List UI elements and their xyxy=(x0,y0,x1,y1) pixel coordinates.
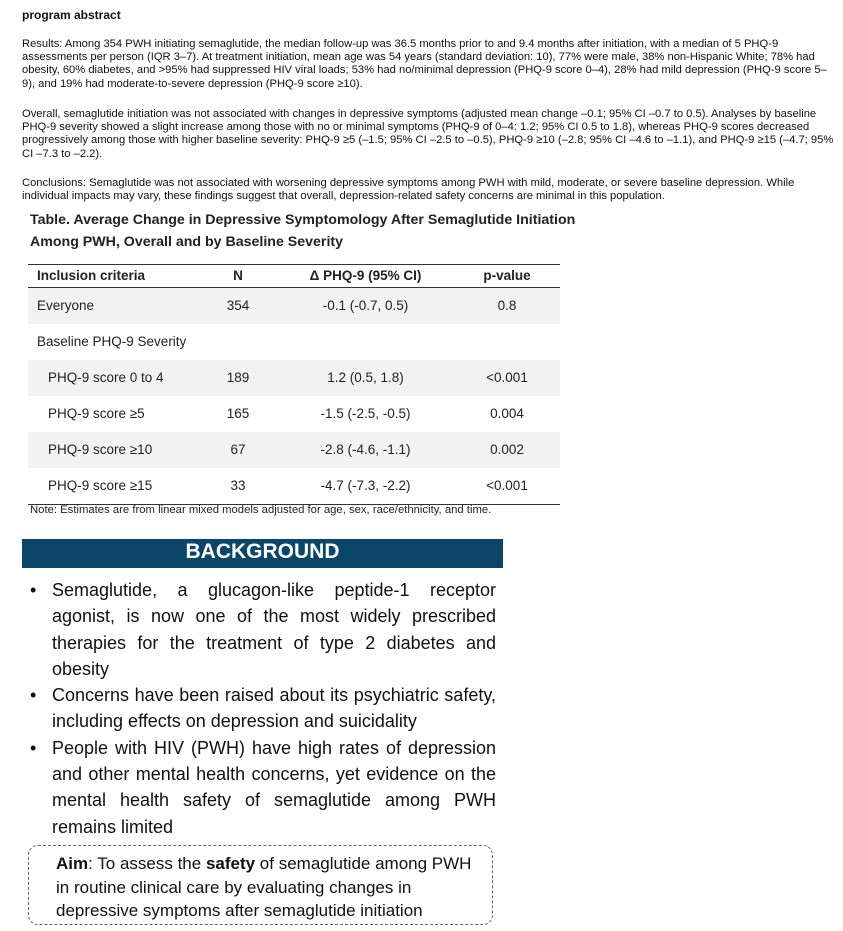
row-criteria: PHQ-9 score ≥10 xyxy=(48,442,153,457)
aim-emphasis: safety xyxy=(205,854,256,873)
header-p-value: p-value xyxy=(483,268,531,283)
row-criteria: PHQ-9 score ≥15 xyxy=(48,478,153,493)
bullet-text: Concerns have been raised about its psychiatric safety, including effects on depression and suicidality xyxy=(52,685,496,732)
row-criteria: Everyone xyxy=(37,298,95,313)
bullet-icon: • xyxy=(30,685,37,706)
row-n: 189 xyxy=(226,370,250,385)
row-p-value: <0.001 xyxy=(486,370,528,385)
bullet-text: People with HIV (PWH) have high rates of depression and other mental health concerns, yet evidence on the mental health safety of semaglutide among PWH remains limited xyxy=(52,737,496,837)
row-p-value: 0.002 xyxy=(490,442,524,457)
row-delta: 1.2 (0.5, 1.8) xyxy=(327,370,404,385)
table-row xyxy=(28,468,560,505)
table-row xyxy=(28,432,560,468)
row-delta: -0.1 (-0.7, 0.5) xyxy=(322,298,409,313)
row-criteria: PHQ-9 score 0 to 4 xyxy=(48,370,164,385)
table-header-row xyxy=(28,264,560,288)
bullet-icon: • xyxy=(30,737,37,758)
list-item xyxy=(30,577,496,682)
list-item xyxy=(30,682,496,735)
table-title-line-1: Table. Average Change in Depressive Symptomology After Semaglutide Initiation xyxy=(30,212,576,228)
row-delta: -4.7 (-7.3, -2.2) xyxy=(320,478,411,493)
background-title: BACKGROUND xyxy=(185,540,340,563)
row-n: 67 xyxy=(230,442,246,457)
row-p-value: 0.004 xyxy=(490,406,524,421)
table-row xyxy=(28,288,560,324)
row-delta: -2.8 (-4.6, -1.1) xyxy=(320,442,411,457)
table-section-row xyxy=(28,324,560,360)
aim-text-a: : To assess the xyxy=(88,854,206,873)
background-bullet-list xyxy=(30,577,496,840)
table-row xyxy=(28,396,560,432)
row-n: 33 xyxy=(230,478,246,493)
results-table xyxy=(28,264,560,505)
table-note: Note: Estimates are from linear mixed models adjusted for age, sex, race/ethnicity, and time. xyxy=(30,504,492,516)
bullet-icon: • xyxy=(30,580,37,600)
aim-label: Aim xyxy=(56,854,89,873)
abstract-heading: program abstract xyxy=(22,8,121,22)
list-item xyxy=(30,735,496,840)
row-p-value: 0.8 xyxy=(497,298,517,313)
aim-text-b: of semaglutide among PWH in routine clinical care by evaluating changes in depressive symptoms after semaglutide initiation xyxy=(56,854,472,920)
section-label: Baseline PHQ-9 Severity xyxy=(37,334,187,349)
header-inclusion-criteria: Inclusion criteria xyxy=(37,268,146,283)
row-criteria: PHQ-9 score ≥5 xyxy=(48,406,145,421)
header-delta-phq9: Δ PHQ-9 (95% CI) xyxy=(309,268,422,283)
table-title-line-2: Among PWH, Overall and by Baseline Severity xyxy=(30,234,344,250)
row-n: 354 xyxy=(226,298,250,313)
table-title xyxy=(30,209,590,253)
bullet-text: Semaglutide, a glucagon-like peptide-1 receptor agonist, is now one of the most widely prescribed therapies for the treatment of type 2 diabetes and obesity xyxy=(52,580,496,679)
header-n: N xyxy=(233,268,243,283)
overall-paragraph: Overall, semaglutide initiation was not associated with changes in depressive symptoms (adjusted mean change –0.1; 95% CI –0.7 to 0.5). Analyses by baseline PHQ-9 severity showed a slight increase among those with no or minimal symptoms (PHQ-9 of 0–4: 1.2; 95% CI 0.5 to 1.8), whereas PHQ-9 scores decreased progressively among those with higher baseline severity: PHQ-9 ≥5 (–1.5; 95% CI –2.5 to –0.5), PHQ-9 ≥10 (–2.8; 95% CI –4.6 to –1.1), and PHQ-9 ≥15 (–4.7; 95% CI –7.3 to –2.2). xyxy=(22,108,834,160)
row-p-value: <0.001 xyxy=(486,478,528,493)
row-delta: -1.5 (-2.5, -0.5) xyxy=(320,406,411,421)
results-paragraph: Results: Among 354 PWH initiating semaglutide, the median follow-up was 36.5 months prior to and 9.4 months after initiation, with a median of 5 PHQ-9 assessments per person (IQR 3–7). At treatment initiation, mean age was 54 years (standard deviation: 10), 77% were male, 38% non-Hispanic White; 78% had obesity, 60% diabetes, and >95% had suppressed HIV viral loads; 53% had no/minimal depression (PHQ-9 score 0–4), 28% had mild depression (PHQ-9 score 5–9), and 19% had moderate-to-severe depression (PHQ-9 score ≥10). xyxy=(22,38,827,90)
conclusions-paragraph: Conclusions: Semaglutide was not associated with worsening depressive symptoms among PWH with mild, moderate, or severe baseline depression. While individual impacts may vary, these findings suggest that overall, depression-related safety concerns are minimal in this population. xyxy=(22,177,795,203)
row-n: 165 xyxy=(226,406,250,421)
aim-statement xyxy=(56,852,486,923)
table-row xyxy=(28,360,560,396)
